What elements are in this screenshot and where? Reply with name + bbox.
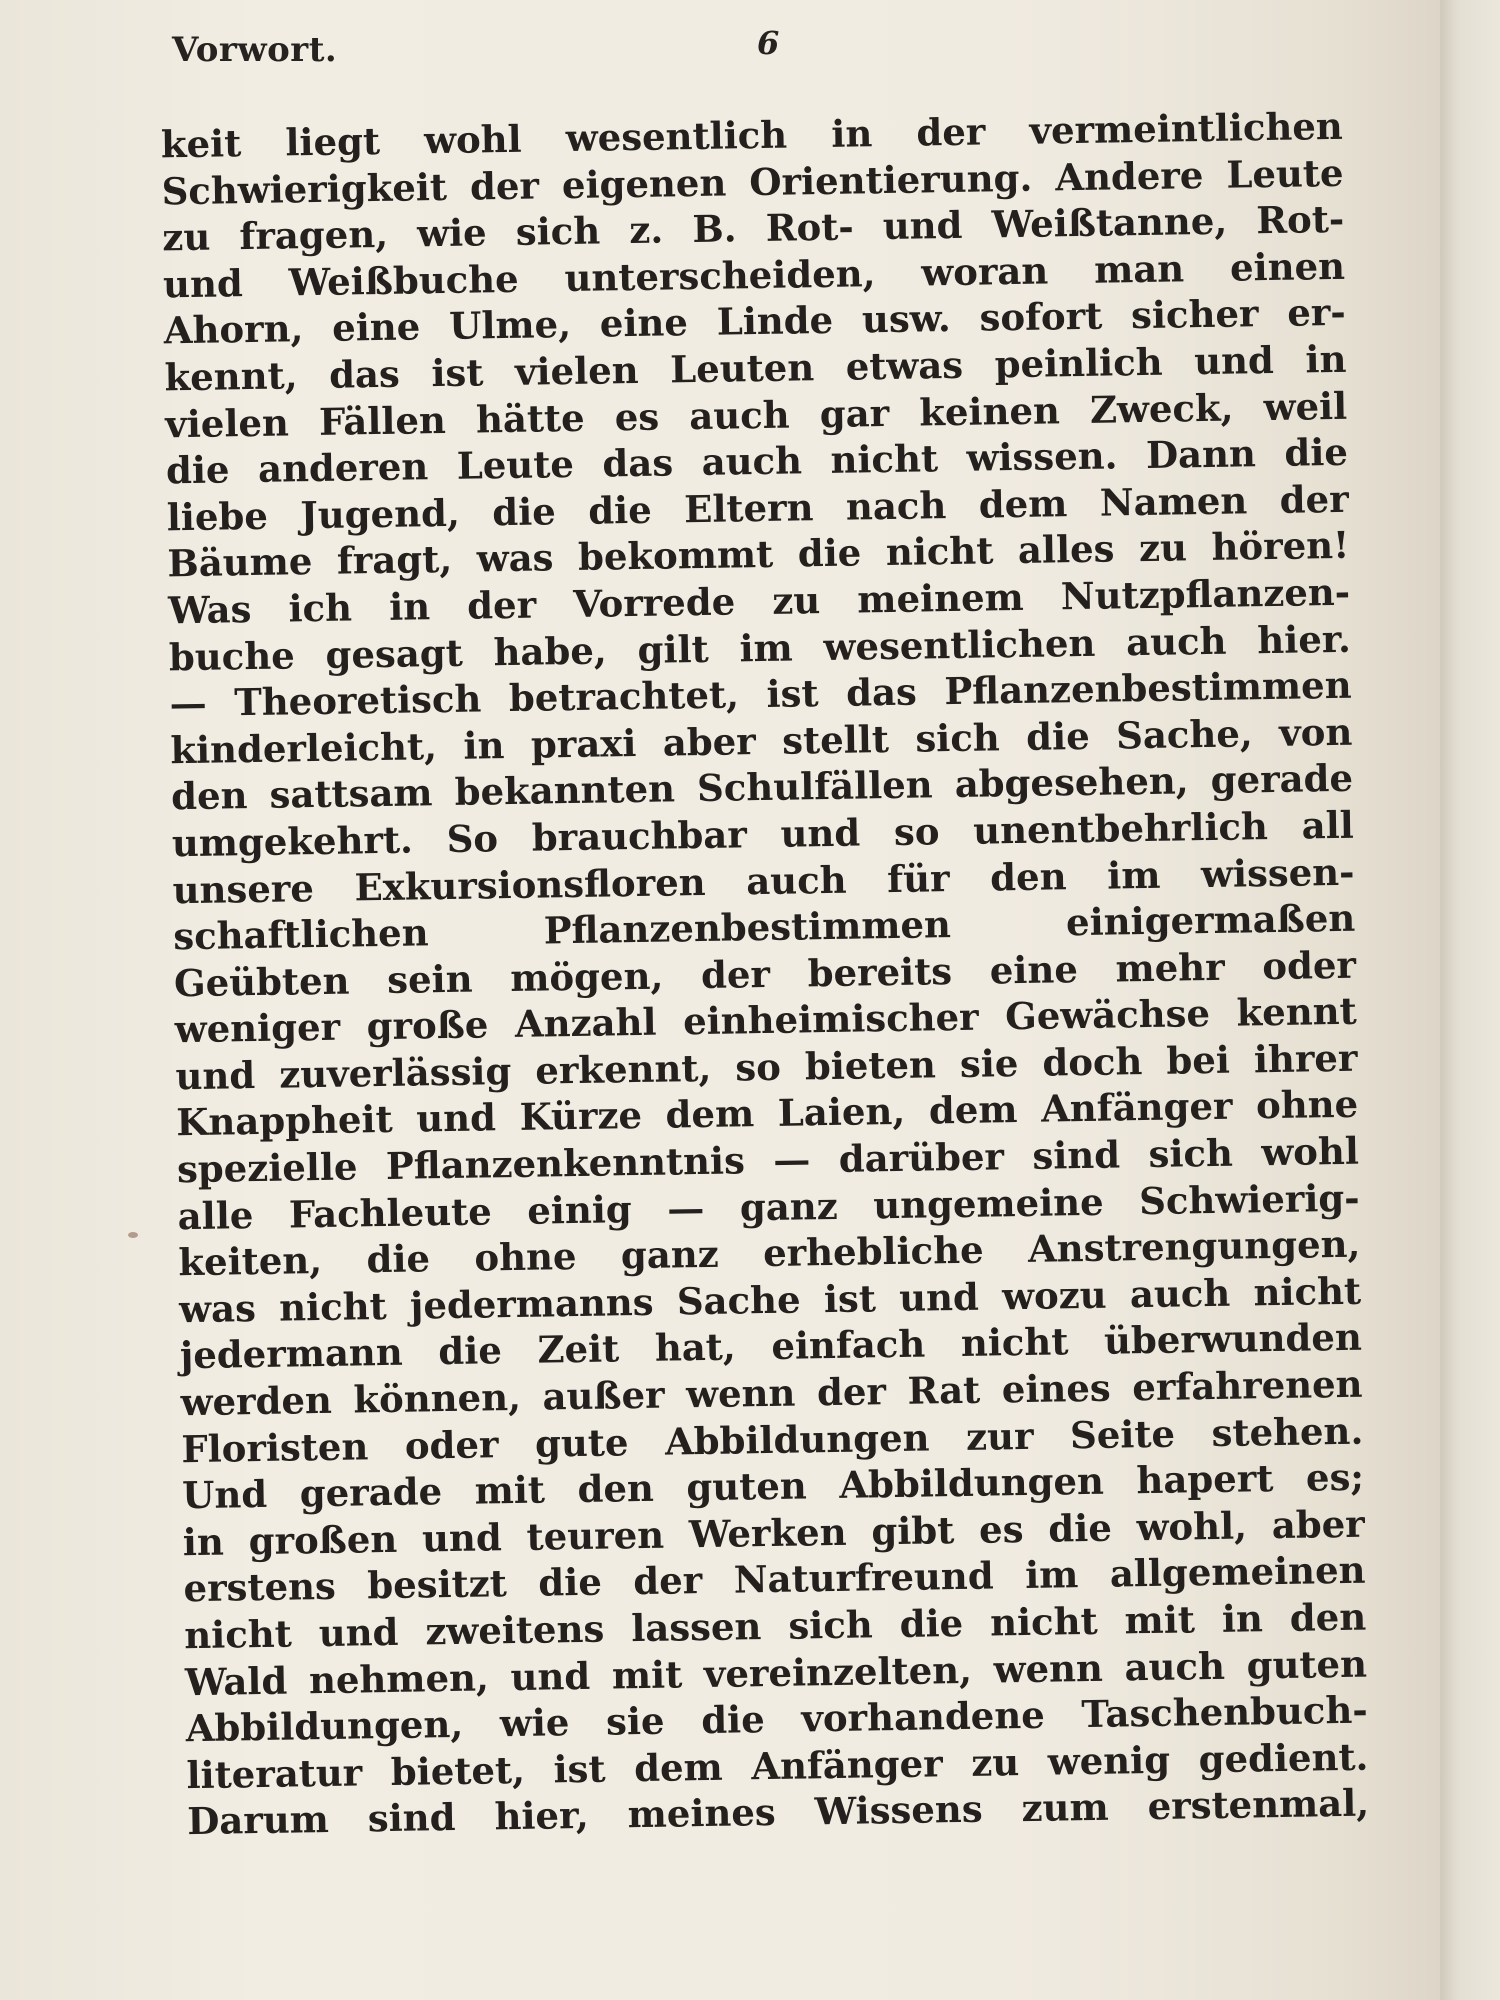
text-line-17: unsere Exkursionsfloren auch für den im wissen- bbox=[172, 849, 1355, 912]
text-line-34: Wald nehmen, und mit vereinzelten, wenn auch guten bbox=[184, 1641, 1368, 1704]
text-line-14: kinderleicht, in praxi aber stellt sich die Sache, von bbox=[170, 709, 1353, 773]
text-line-37: Darum sind hier, meines Wissens zum erstenmal, bbox=[186, 1780, 1370, 1844]
text-line-26: was nicht jedermanns Sache ist und wozu auch nicht bbox=[178, 1268, 1362, 1332]
text-line-25: keiten, die ohne ganz erhebliche Anstrengungen, bbox=[178, 1221, 1361, 1285]
text-line-9: liebe Jugend, die die Eltern nach dem Namen der bbox=[166, 476, 1349, 540]
text-line-10: Bäume fragt, was bekommt die nicht alles zu hören! bbox=[167, 523, 1350, 586]
text-line-11: Was ich in der Vorrede zu meinem Nutzpflanzen- bbox=[167, 569, 1351, 633]
text-line-18: schaftlichen Pflanzenbestimmen einigermaßen bbox=[172, 895, 1356, 959]
text-line-19: Geübten sein mögen, der bereits eine mehr oder bbox=[173, 942, 1357, 1005]
body-text bbox=[161, 103, 1370, 1845]
text-line-8: die anderen Leute das auch nicht wissen. Dann die bbox=[165, 429, 1349, 493]
text-line-6: kennt, das ist vielen Leuten etwas peinlich und in bbox=[164, 336, 1347, 400]
page-header bbox=[172, 24, 1342, 84]
text-line-1: keit liegt wohl wesentlich in der vermeintlichen bbox=[160, 103, 1344, 167]
running-head: Vorwort. bbox=[172, 30, 338, 70]
text-line-30: Und gerade mit den guten Abbildungen hapert es; bbox=[181, 1454, 1365, 1518]
text-line-3: zu fragen, wie sich z. B. Rot- und Weißtanne, Rot- bbox=[162, 196, 1345, 260]
text-line-21: und zuverlässig erkennt, so bieten sie doch bei ihrer bbox=[175, 1035, 1358, 1099]
text-line-22: Knappheit und Kürze dem Laien, dem Anfänger ohne bbox=[175, 1082, 1359, 1145]
ink-spot bbox=[128, 1232, 138, 1238]
text-line-16: umgekehrt. So brauchbar und so unentbehrlich all bbox=[171, 802, 1355, 866]
text-line-2: Schwierigkeit der eigenen Orientierung. Andere Leute bbox=[161, 150, 1344, 213]
text-line-31: in großen und teuren Werken gibt es die wohl, aber bbox=[182, 1501, 1366, 1565]
text-line-5: Ahorn, eine Ulme, eine Linde usw. sofort sicher er- bbox=[163, 290, 1347, 353]
adjacent-page-edge bbox=[1440, 0, 1500, 2000]
text-line-29: Floristen oder gute Abbildungen zur Seite stehen. bbox=[181, 1408, 1364, 1471]
text-line-15: den sattsam bekannten Schulfällen abgesehen, gerade bbox=[170, 756, 1354, 819]
text-line-12: buche gesagt habe, gilt im wesentlichen auch hier. bbox=[168, 616, 1352, 679]
text-line-33: nicht und zweitens lassen sich die nicht mit in den bbox=[183, 1594, 1367, 1658]
text-line-7: vielen Fällen hätte es auch gar keinen Zweck, weil bbox=[164, 383, 1348, 446]
text-line-27: jedermann die Zeit hat, einfach nicht überwunden bbox=[179, 1315, 1363, 1378]
text-line-4: und Weißbuche unterscheiden, woran man einen bbox=[162, 243, 1346, 307]
text-line-23: spezielle Pflanzenkenntnis — darüber sind sich wohl bbox=[176, 1128, 1360, 1192]
text-line-32: erstens besitzt die der Naturfreund im allgemeinen bbox=[183, 1548, 1366, 1611]
text-line-35: Abbildungen, wie sie die vorhandene Taschenbuch- bbox=[185, 1687, 1368, 1751]
page-number: 6 bbox=[757, 24, 780, 62]
text-line-20: weniger große Anzahl einheimischer Gewächse kennt bbox=[174, 988, 1357, 1052]
text-line-28: werden können, außer wenn der Rat eines erfahrenen bbox=[180, 1361, 1363, 1425]
text-line-13: — Theoretisch betrachtet, ist das Pflanzenbestimmen bbox=[169, 662, 1352, 726]
text-line-36: literatur bietet, ist dem Anfänger zu wenig gedient. bbox=[186, 1734, 1369, 1797]
text-line-24: alle Fachleute einig — ganz ungemeine Schwierig- bbox=[177, 1175, 1360, 1238]
